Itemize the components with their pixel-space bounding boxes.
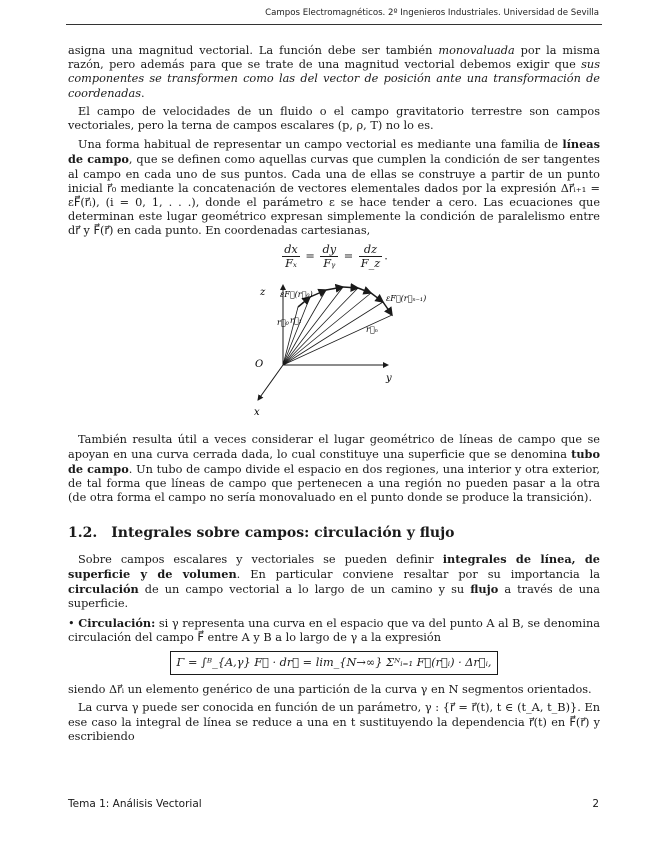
para5-bold-2: circulación (68, 582, 139, 597)
field-line-equation: $\frac{dx}{\text{Fₓ}}$ = $\frac{dy}{\text{Fᵧ}}$ = $\frac{dz}{F\_z}$ . (284, 242, 388, 270)
eq-den-fy: Fᵧ (323, 256, 336, 270)
para1-text-3: . (141, 86, 145, 100)
para5-text-3: de un campo vectorial a lo largo de un camino y su (138, 583, 471, 597)
para5-text-2: . En particular conviene resaltar por su importancia la (236, 568, 600, 582)
field-segment-5 (371, 293, 383, 302)
label-eps-F-rn1: εF⃗(r⃗ₙ₋₁) (386, 293, 427, 303)
para1-text-2: por la misma razón, pero además para que se trate de una magnitud vectorial debemos exigir que (68, 44, 601, 72)
para5-text-4: a través de una superficie. (68, 583, 600, 611)
para5-text-1: Sobre campos escalares y vectoriales se pueden definir (78, 552, 443, 566)
axis-label-y: y (386, 372, 392, 384)
eq-den-fz: F_z (360, 256, 381, 270)
circulation-equation: Γ = ∫ᴮ_{A,γ} F⃗ · dr⃗ = lim_{N→∞} Σᴺᵢ₌₁ F⃗(r⃗ᵢ) · Δr⃗ᵢ, (170, 651, 499, 675)
fraction-dz (359, 243, 382, 270)
label-r0: r⃗₀ (277, 317, 289, 327)
fraction-dy (320, 243, 338, 270)
para6-bold-1: Circulación: (78, 615, 156, 630)
eq-num-dz: dz (359, 243, 382, 257)
bullet-icon: • (68, 616, 75, 630)
para1-emphasis-1: monovaluada (438, 44, 515, 57)
section-heading (68, 526, 600, 540)
running-header: Campos Electromagnéticos. 2º Ingenieros Industriales. Universidad de Sevilla (265, 8, 599, 18)
field-segment-3 (343, 287, 358, 288)
para3-text-2: , que se definen como aquellas curvas que cumplen la condición de ser tangentes al campo en cada uno de sus puntos. Cada una de ellas se construye a partir de un punto inicial r⃗₀ mediante la concatenación de vectores elementales dados por la expresión Δr⃗ᵢ₊₁ = εF⃗(r⃗ᵢ), (i = 0, 1, . . .), donde el parámetro ε se hace tender a cero. Las ecuaciones que determinan este lugar geométrico expresan simplemente la condición de paralelismo entre dr⃗ y F⃗(r⃗) en cada punto. En coordenadas cartesianas, (68, 153, 600, 238)
para6-text-1: si γ representa una curva en el espacio que va del punto A al B, se denomina circulación del campo F⃗ entre A y B a lo largo de γ a la expresión (68, 616, 600, 644)
para5-bold-3: flujo (470, 582, 499, 597)
eq-num-dy: dy (322, 242, 337, 256)
para1-text-1: asigna una magnitud vectorial. La función debe ser también (68, 44, 439, 57)
origin-label: O (255, 358, 264, 370)
footer-page-number: 2 (592, 798, 599, 810)
circulation-equation-wrap (68, 651, 600, 675)
field-line-diagram (238, 275, 438, 425)
footer-chapter: Tema 1: Análisis Vectorial (68, 798, 202, 810)
field-segment-2 (326, 287, 343, 290)
header-rule (66, 24, 602, 25)
x-axis (258, 365, 283, 400)
para1-emphasis-2: sus componentes se transformen como las del vector de posición ante una transformación de coordenadas (68, 58, 600, 100)
paragraph-6 (68, 616, 600, 645)
field-segment-6 (383, 302, 392, 315)
eq-num-dx: dx (284, 242, 298, 256)
axis-label-z: z (260, 286, 266, 298)
section-number: 1.2. (68, 524, 98, 541)
page-body (68, 44, 600, 748)
para4-bold-1: tubo de campo (68, 446, 600, 477)
field-segment-4 (358, 288, 371, 293)
paragraph-1 (68, 44, 600, 101)
section-title: Integrales sobre campos: circulación y flujo (111, 524, 455, 541)
para4-text-1: También resulta útil a veces considerar el lugar geométrico de líneas de campo que se apoyan en una curva cerrada dada, lo cual constituye una superficie que se denomina (68, 432, 600, 461)
paragraph-3 (68, 137, 600, 238)
fraction-dx (282, 243, 300, 270)
label-rn: r⃗ₙ (366, 324, 378, 334)
paragraph-8: La curva γ puede ser conocida en función de un parámetro, γ : {r⃗ = r⃗(t), t ∈ (t_A, t_B)}. En ese caso la integral de línea se reduce a una en t sustituyendo la dependencia r⃗(t) en F⃗(r⃗) y escribiendo (68, 701, 600, 743)
para4-text-2: . Un tubo de campo divide el espacio en dos regiones, una interior y otra exterior, de tal forma que líneas de campo que pertenecen a una región no pueden pasar a la otra (de otra forma el campo no sería monovaluado en el punto donde se produce la transición). (68, 463, 601, 505)
paragraph-7: siendo Δr⃗ᵢ un elemento genérico de una partición de la curva γ en N segmentos orientados. (68, 683, 592, 697)
eq-den-fx: Fₓ (285, 256, 297, 270)
position-vector-5 (283, 293, 371, 365)
field-line-figure (68, 275, 600, 425)
axis-label-x: x (254, 406, 260, 418)
para5-bold-1: integrales de línea, de superficie y de volumen (68, 551, 600, 582)
label-eps-F-r0: εF⃗(r⃗₀) (280, 289, 313, 299)
paragraph-4 (68, 433, 600, 506)
paragraph-2: El campo de velocidades de un fluido o el campo gravitatorio terrestre son campos vectoriales, pero la terna de campos escalares (p, ρ, T) no lo es. (68, 104, 600, 133)
label-r1: r⃗₁ (290, 315, 302, 325)
para3-text-1: Una forma habitual de representar un campo vectorial es mediante una familia de (78, 138, 563, 152)
paragraph-5 (68, 552, 600, 612)
para3-bold-1: líneas de campo (68, 137, 600, 167)
